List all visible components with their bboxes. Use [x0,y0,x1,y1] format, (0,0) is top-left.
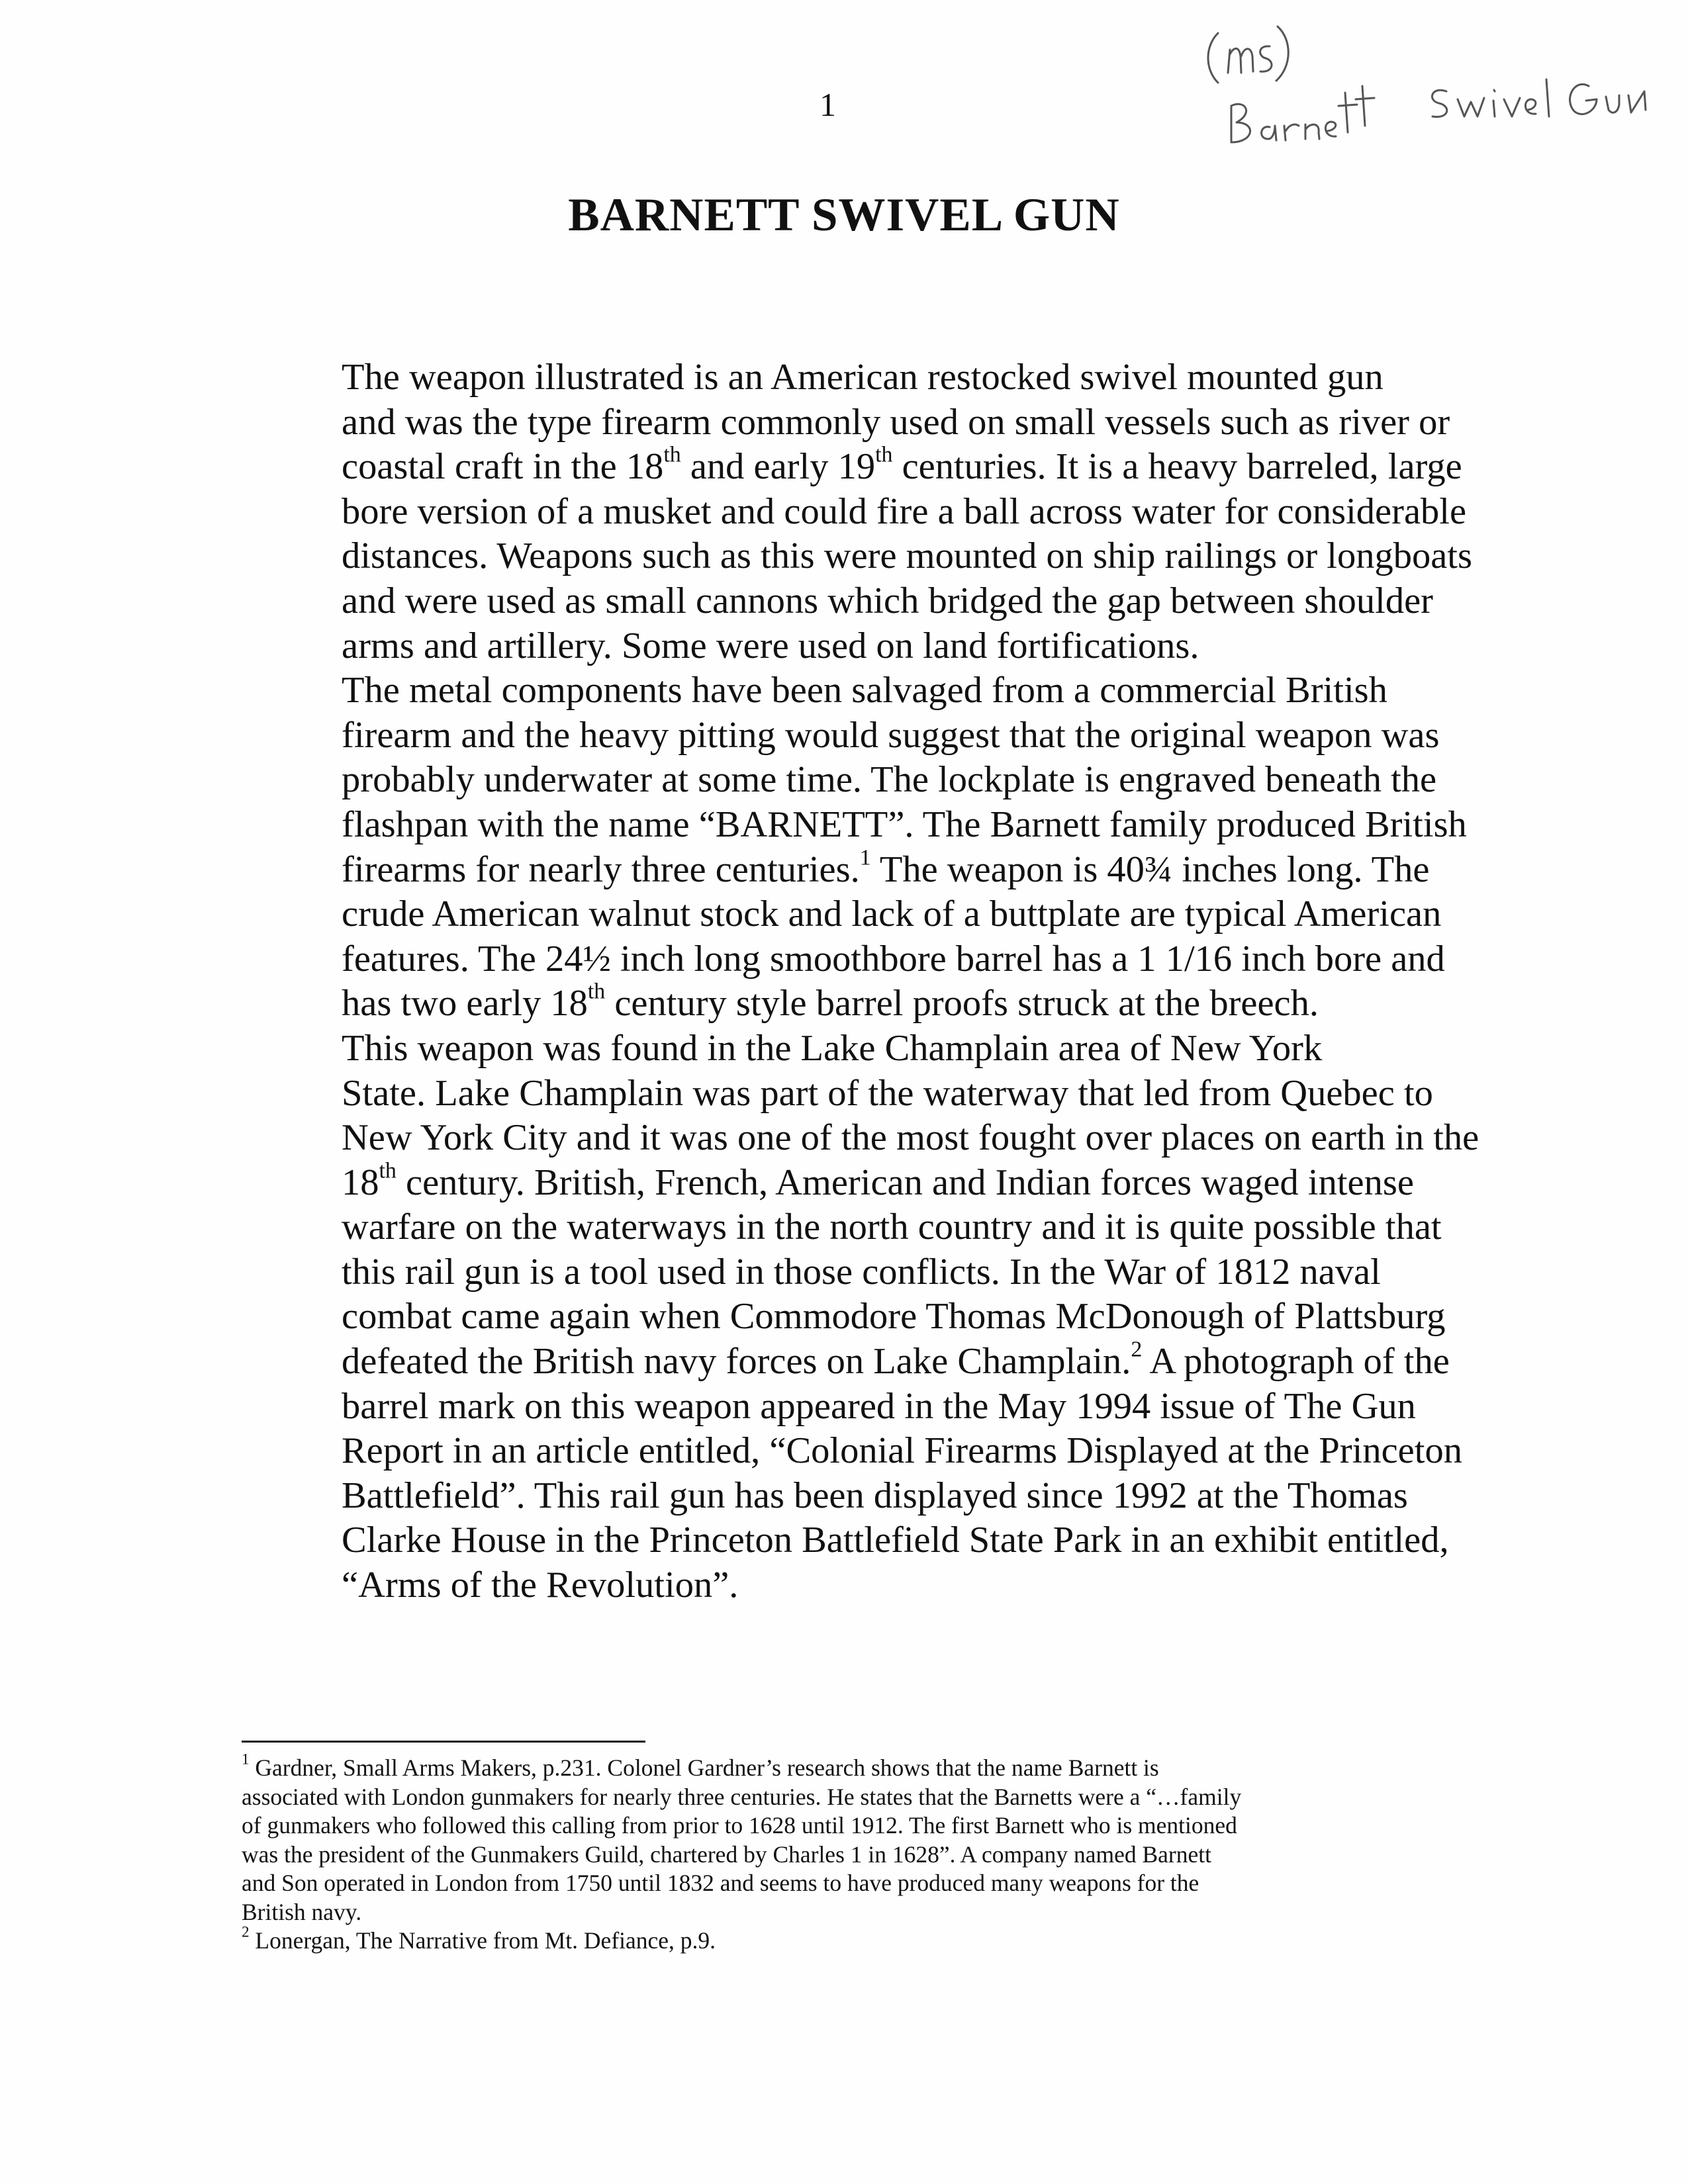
text-line [242,803,1467,848]
text-segment: combat came again when Commodore Thomas McDonough of Plattsburg [342,1296,1446,1338]
paragraph-1 [242,355,1472,668]
ordinal-suffix: th [875,442,893,467]
text-line [242,1116,1479,1161]
text-segment: This weapon was found in the Lake Champlain area of New York [342,1027,1323,1069]
text-segment: A photograph of the [1142,1341,1450,1383]
paragraph-3 [242,1026,1479,1608]
text-segment: of gunmakers who followed this calling from prior to 1628 until 1912. The first Barnett who is mentioned [242,1812,1237,1839]
text-segment: Gardner, Small Arms Makers, p.231. Colonel Gardner’s research shows that the name Barnett is [249,1754,1159,1781]
ordinal-suffix: th [663,442,681,467]
text-segment: defeated the British navy forces on Lake Champlain. [342,1341,1131,1383]
text-line [242,1205,1446,1250]
text-line [242,892,1446,937]
text-segment: century. British, French, American and Indian forces waged intense [396,1161,1414,1203]
text-line [242,1563,1446,1608]
text-segment: firearms for nearly three centuries. [342,848,860,890]
text-segment: this rail gun is a tool used in those conflicts. In the War of 1812 naval [342,1251,1381,1293]
text-line [242,1295,1446,1340]
text-segment: The weapon illustrated is an American restocked swivel mounted gun [342,357,1383,398]
text-segment: coastal craft in the 18 [342,446,664,488]
letters-tt-stroke [1338,86,1374,132]
text-line [242,1474,1446,1519]
footnote-line [242,1750,1446,1783]
paragraph-2 [242,668,1467,1026]
pencil-note-graphic [1192,13,1655,146]
text-line [242,442,1462,490]
footnote-line [242,1783,1446,1812]
letter-u-stroke [1606,95,1619,113]
footnote-line [242,1869,1446,1898]
text-segment: probably underwater at some time. The lockplate is engraved beneath the [342,759,1437,801]
text-segment: bore version of a musket and could fire a ball across water for considerable [342,490,1467,532]
text-segment: New York City and it was one of the most fought over places on earth in the [342,1117,1479,1159]
text-segment: was the president of the Gunmakers Guild, chartered by Charles 1 in 1628”. A company named Barnett [242,1841,1211,1868]
letter-a-stroke [1262,126,1276,140]
footnote-2 [242,1923,1446,1956]
text-segment: Lonergan, The Narrative from Mt. Defiance, p.9. [249,1927,716,1954]
letter-e2-stroke [1525,99,1536,114]
footnote-marker: 1 [242,1750,250,1768]
text-segment: The metal components have been salvaged from a commercial British [342,670,1387,711]
text-line [242,1071,1446,1116]
text-segment: State. Lake Champlain was part of the waterway that led from Quebec to [342,1072,1433,1114]
text-segment: Battlefield”. This rail gun has been displayed since 1992 at the Thomas [342,1475,1408,1516]
text-segment: associated with London gunmakers for nearly three centuries. He states that the Barnetts were a “…family [242,1783,1242,1810]
document-title: BARNETT SWIVEL GUN [568,189,1120,241]
footnote-ref-2: 2 [1131,1337,1143,1362]
text-segment: features. The 24½ inch long smoothbore barrel has a 1 1/16 inch bore and [342,938,1445,979]
text-line [242,400,1450,445]
text-segment: barrel mark on this weapon appeared in the May 1994 issue of The Gun [342,1385,1416,1427]
text-line [242,355,1446,400]
footnote-line [242,1898,1446,1927]
letter-s2-stroke [1432,90,1446,116]
text-line [242,1518,1449,1563]
text-line [242,713,1446,758]
text-line [242,624,1446,669]
text-segment: warfare on the waterways in the north country and it is quite possible that [342,1206,1442,1248]
text-segment: distances. Weapons such as this were mounted on ship railings or longboats [342,535,1472,577]
footnotes [242,1750,1446,1956]
text-line [242,1429,1462,1474]
letter-s-stroke [1260,46,1272,71]
letter-i-stroke [1493,90,1495,116]
text-segment: has two early 18 [342,983,588,1024]
text-line [242,758,1446,803]
footnote-marker: 2 [242,1923,250,1940]
text-segment: Clarke House in the Princeton Battlefield State Park in an exhibit entitled, [342,1520,1449,1561]
footnote-ref-1: 1 [859,845,871,870]
footnote-line [242,1841,1446,1870]
footnote-line [242,1923,1446,1956]
text-segment: Report in an article entitled, “Colonial Firearms Displayed at the Princeton [342,1430,1462,1472]
text-segment: century style barrel proofs struck at the breech. [605,983,1319,1024]
footnote-separator [242,1741,645,1743]
text-line [242,579,1446,624]
text-line [242,1250,1446,1295]
letter-e-stroke [1325,122,1336,136]
text-segment: and were used as small cannons which bridged the gap between shoulder [342,580,1433,621]
letter-w-stroke [1458,98,1484,116]
text-line [242,845,1446,893]
text-segment: and was the type firearm commonly used on small vessels such as river or [342,401,1450,443]
text-line [242,1158,1446,1206]
text-segment: arms and artillery. Some were used on land fortifications. [342,625,1199,666]
text-line [242,937,1446,982]
text-segment: and Son operated in London from 1750 until 1832 and seems to have produced many weapons for the [242,1870,1199,1896]
body-text [242,355,1479,1608]
letter-l-stroke [1546,79,1549,116]
letter-m-stroke [1228,48,1253,73]
text-segment: “Arms of the Revolution”. [342,1565,739,1606]
text-segment: The weapon is 40¾ inches long. The [870,848,1430,890]
footnote-line [242,1811,1446,1841]
text-line [242,981,1446,1026]
text-line [242,490,1467,535]
page-number: 1 [820,86,836,123]
ordinal-suffix: th [587,979,606,1004]
letter-n2-stroke [1628,91,1646,113]
text-line [242,668,1446,713]
letter-n-stroke [1305,124,1319,139]
text-line [242,1026,1446,1071]
text-segment: British navy. [242,1898,362,1925]
text-segment: and early 19 [680,446,876,488]
text-segment: flashpan with the name “BARNETT”. The Barnett family produced British [342,803,1467,845]
text-line [242,1337,1450,1385]
handwritten-annotation [1192,13,1655,146]
letter-v-stroke [1504,98,1520,116]
text-segment: centuries. It is a heavy barreled, large [892,446,1462,488]
text-segment: crude American walnut stock and lack of a buttplate are typical American [342,893,1442,935]
text-line [242,534,1472,579]
text-segment: 18 [342,1161,379,1203]
paren-left-stroke [1208,33,1218,83]
footnote-1 [242,1750,1446,1927]
letter-r-stroke [1284,124,1299,140]
letter-g-stroke [1570,84,1597,114]
text-segment: firearm and the heavy pitting would suggest that the original weapon was [342,714,1440,756]
letter-b-stroke [1231,104,1250,142]
ordinal-suffix: th [379,1158,397,1183]
paren-right-stroke [1276,26,1288,81]
text-line [242,1385,1446,1430]
